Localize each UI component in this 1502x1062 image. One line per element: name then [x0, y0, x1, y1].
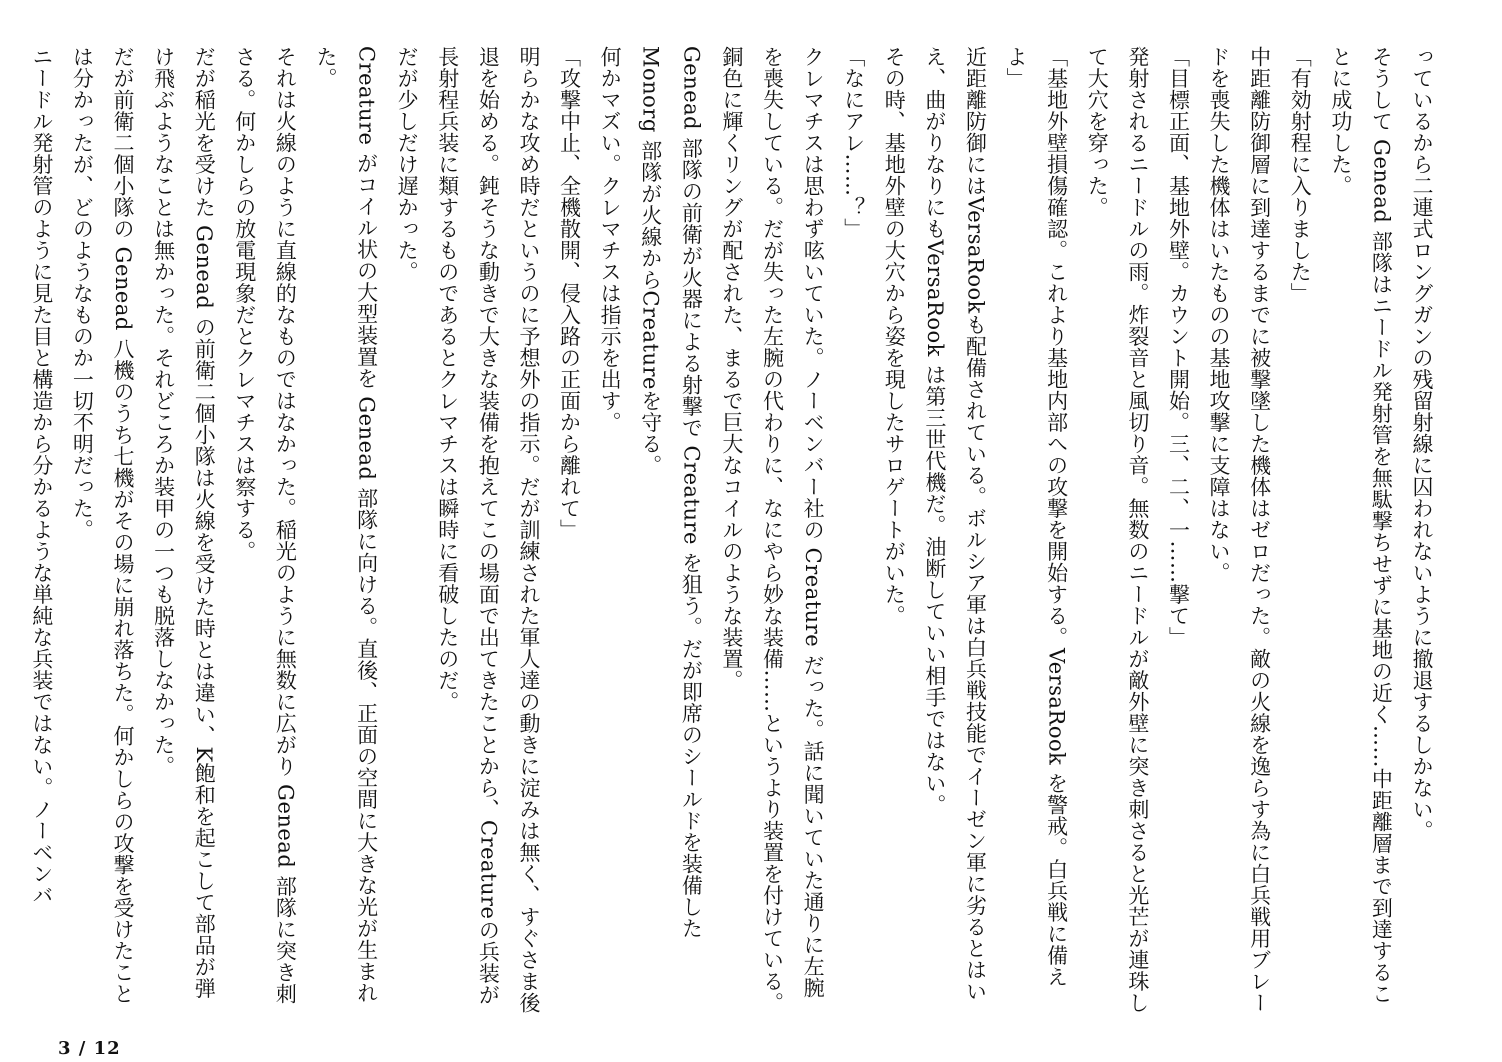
- paragraph: っているから二連式ロングガンの残留射線に囚われないように撤退するしかない。: [1410, 46, 1434, 842]
- paragraph: 明らかな攻め時だというのに予想外の指示。だが訓練された軍人達の動きに淀みは無く、すぐさま後退を始める。鈍そうな動きで大きな装備を抱えてこの場面で出てきたことから、Creatureの兵装が長射程兵装に類するものであるとクレマチスは瞬時に看破したのだ。: [435, 46, 541, 1014]
- paragraph: 発射されるニードルの雨。炸裂音と風切り音。無数のニードルが敵外壁に突き刺さると光芒が連珠して大穴を穿った。: [1085, 46, 1150, 1014]
- paragraph: だが前衛二個小隊の Genead 八機のうち七機がその場に崩れ落ちた。何かしらの攻撃を受けたことは分かったが、どのようなものか一切不明だった。: [70, 46, 135, 1005]
- paragraph: 近距離防御にはVersaRookも配備されている。ボルシア軍は白兵戦技能でイーゼン軍に劣るとはいえ、曲がりなりにもVersaRook は第三世代機だ。油断していい相手ではない。: [922, 46, 988, 1002]
- paragraph: その時、基地外壁の大穴から姿を現したサロゲートがいた。: [882, 46, 907, 627]
- paragraph: 「攻撃中止、全機散開、侵入路の正面から離れて」: [557, 46, 582, 541]
- paragraph: Creature がコイル状の大型装置を Genead 部隊に向ける。直後、正面の空間に大きな光が生まれた。: [313, 46, 379, 1004]
- paragraph: Genead 部隊の前衛が火器による射撃で Creature を狙う。だが即席のシールドを装備したMonorg 部隊が火線からCreatureを守る。: [638, 46, 704, 940]
- page-number: 3 / 12: [58, 1038, 121, 1059]
- paragraph: 何かマズい。クレマチスは指示を出す。: [598, 46, 623, 433]
- paragraph: クレマチスは思わず呟いていた。ノーベンバー社の Creature だった。話に聞いていた通りに左腕を喪失している。だが失った左腕の代わりに、なにやら妙な装備……というより装置を付けている。銅色に輝くリングが配された、まるで巨大なコイルのような装置。: [719, 46, 826, 1014]
- paragraph: だが少しだけ遅かった。: [395, 46, 420, 283]
- paragraph: 「基地外壁損傷確認。これより基地内部への攻撃を開始する。VersaRook を警戒。白兵戦に備えよ」: [1004, 46, 1069, 988]
- vertical-text-body: [29, 46, 1442, 1014]
- paragraph: ニードル発射管のように見た目と構造から分かるような単純な兵装ではない。ノーベンバ: [29, 46, 54, 906]
- paragraph: 中距離防御層に到達するまでに被撃墜した機体はゼロだった。敵の火線を逸らす為に白兵戦用ブレードを喪失した機体はいたものの基地攻撃に支障はない。: [1207, 46, 1272, 1014]
- paragraph: そうして Genead 部隊はニードル発射管を無駄撃ちせずに基地の近く……中距離層まで到達することに成功した。: [1328, 46, 1394, 1005]
- paragraph: 「目標正面、基地外壁。カウント開始。三、二、一……撃て」: [1166, 46, 1191, 648]
- paragraph: 「有効射程に入りました」: [1288, 46, 1313, 304]
- paragraph: だが稲光を受けた Genead の前衛二個小隊は火線を受けた時とは違い、K飽和を起こして部品が弾け飛ぶようなことは無かった。それどころか装甲の一つも脱落しなかった。: [151, 46, 217, 1000]
- paragraph: それは火線のように直線的なものではなかった。稲光のように無数に広がり Genead 部隊に突き刺さる。何かしらの放電現象だとクレマチスは察する。: [232, 46, 298, 1005]
- paragraph: 「なにアレ……？」: [841, 46, 866, 240]
